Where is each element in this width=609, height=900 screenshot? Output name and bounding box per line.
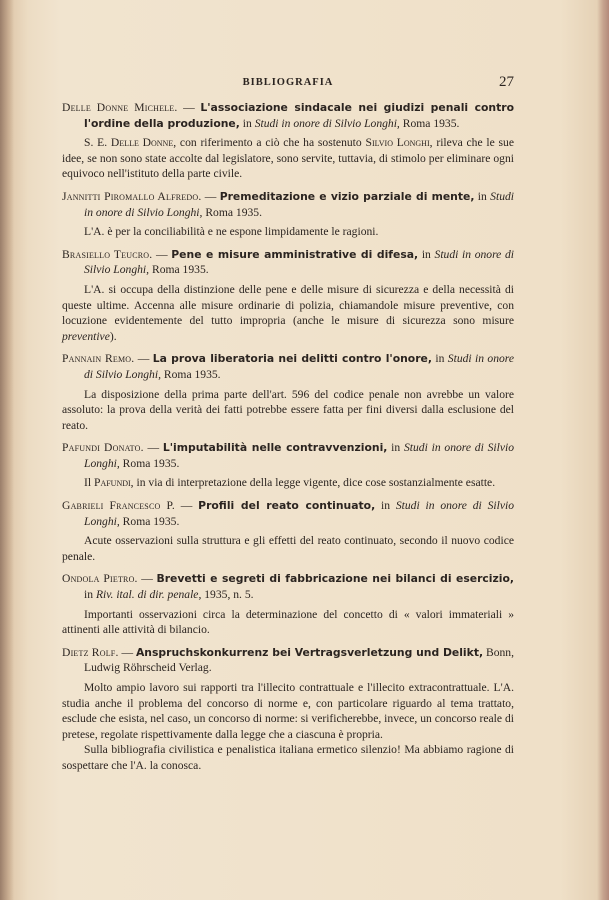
review-text: L'A. è per la conciliabilità e ne espone limpidamente le ragioni. xyxy=(84,225,379,239)
entry-title: Anspruchskonkurrenz bei Vertragsverletzung und Delikt, xyxy=(135,645,484,659)
bibliography-entry: Ondola Pietro. — Brevetti e segreti di fabbricazione nei bilanci di esercizio, in Riv. ital. di dir. penale, 1935, n. 5. xyxy=(62,572,515,602)
entry-author: Brasiello Teucro. xyxy=(62,247,153,261)
entry-pub-pre: in xyxy=(242,116,252,130)
bibliography-entry: Brasiello Teucro. — Pene e misure amministrative di difesa, in Studi in onore di Silvio Longhi, Roma 1935. xyxy=(62,247,515,277)
entry-author: Jannitti Piromallo Alfredo. xyxy=(62,189,202,203)
review-mid: con riferimento a ciò che ha sostenuto xyxy=(179,136,362,150)
bibliography-entry: Jannitti Piromallo Alfredo. — Premeditazione e vizio parziale di mente, in Studi in onore di Silvio Longhi, Roma 1935. xyxy=(62,189,515,219)
review-name: Pafundi, xyxy=(94,476,134,490)
review-italic: preventive xyxy=(62,329,110,343)
entry-title: La prova liberatoria nei delitti contro l'onore, xyxy=(152,352,432,366)
entry-pub-source: Riv. ital. di dir. penale, xyxy=(95,588,202,602)
entry-pub-pre: in xyxy=(421,247,431,261)
entry-review xyxy=(62,282,514,344)
entry-pub-pre: in xyxy=(391,441,401,455)
review-text: Importanti osservazioni circa la determinazione del concetto di « valori immateriali » attinenti alle attività di bilancio. xyxy=(62,607,514,637)
entry-pub-pre: in xyxy=(435,352,445,366)
review-text: Acute osservazioni sulla struttura e gli effetti del reato continuato, secondo il nuovo codice penale. xyxy=(62,534,514,563)
entry-title: L'imputabilità nelle contravvenzioni, xyxy=(162,441,388,455)
review-name-2: Silvio Longhi, xyxy=(365,136,433,150)
entry-author: Gabrieli Francesco P. xyxy=(62,499,175,513)
review-pre: Il xyxy=(84,476,92,490)
entry-pub-pre: in xyxy=(477,189,487,203)
bibliography-content xyxy=(62,100,514,774)
bibliography-entry: Pannain Remo. — La prova liberatoria nei delitti contro l'onore, in Studi in onore di Silvio Longhi, Roma 1935. xyxy=(62,352,515,381)
page-left-edge xyxy=(0,0,14,900)
entry-review xyxy=(62,387,514,434)
entry-pub-post: Roma 1935. xyxy=(402,116,460,130)
running-head: BIBLIOGRAFIA xyxy=(242,77,334,88)
entry-pub-post: Roma 1935. xyxy=(122,514,180,528)
entry-pub-source: Studi in onore di Silvio Longhi, xyxy=(84,247,515,277)
entry-review xyxy=(62,135,514,182)
review-text: in via di interpretazione della legge vigente, dice cose sostanzialmente esatte. xyxy=(136,476,496,490)
review-text: Molto ampio lavoro sui rapporti tra l'illecito contrattuale e l'illecito extracontrattuale. L'A. studia anche il problema del concorso di norme e, con particolare riguardo al tema trattato, esclude che esista, nel caso, un concorso di norme: si verificherebbe, invece, un concorso reale di pretese, regolate rispettivamente dalla legge che a ciascuna è propria. xyxy=(62,681,514,741)
entry-author: Delle Donne Michele. xyxy=(62,101,178,114)
entry-title: Pene e misure amministrative di difesa, xyxy=(171,247,419,261)
entry-pub-source: Studi in onore di Silvio Longhi, xyxy=(254,116,400,130)
review-pre: S. E. xyxy=(84,136,108,150)
entry-title: Premeditazione e vizio parziale di mente, xyxy=(219,189,475,203)
entry-pub-post: Roma 1935. xyxy=(151,263,209,277)
entry-pub-pre: in xyxy=(84,588,94,602)
entry-author: Dietz Rolf. xyxy=(62,645,119,659)
bibliography-entry: Dietz Rolf. — Anspruchskonkurrenz bei Vertragsverletzung und Delikt, Bonn, Ludwig Röhrscheid Verlag. xyxy=(62,645,515,675)
review-text: rileva che le sue idee, se non sono state accolte dal legislatore, sono servite, tuttavia, di stimolo per eliminare ogni equivoco nell'istituto della parte civile. xyxy=(62,136,514,181)
entry-review xyxy=(62,607,514,638)
entry-review-continuation xyxy=(62,742,514,773)
entry-review xyxy=(62,475,514,491)
review-text: L'A. si occupa della distinzione delle pene e delle misure di sicurezza e della necessità di queste ultime. Accenna alle misure ordinarie di polizia, chiamandole misure preventive, con locuzione evidentemente del tutto impropria (anche le misure di sicurezza sono misure xyxy=(62,282,514,328)
entry-pub-pre: in xyxy=(381,499,391,513)
bibliography-entry: Pafundi Donato. — L'imputabilità nelle contravvenzioni, in Studi in onore di Silvio Longhi, Roma 1935. xyxy=(62,441,514,470)
review-text: La disposizione della prima parte dell'art. 596 del codice penale non avrebbe un valore assoluto: la prova della verità dei fatti potrebbe essere fatta per fini diversi dalla esclusione del reato. xyxy=(62,387,514,432)
bibliography-entry: Gabrieli Francesco P. — Profili del reato continuato, in Studi in onore di Silvio Longhi, Roma 1935. xyxy=(62,499,514,528)
page-header xyxy=(62,74,514,94)
entry-author: Pannain Remo. xyxy=(62,352,135,366)
entry-author: Pafundi Donato. xyxy=(62,441,144,455)
entry-pub-post: Roma 1935. xyxy=(122,456,180,470)
entry-review xyxy=(62,224,514,240)
entry-review xyxy=(62,680,514,742)
bibliography-entry: Delle Donne Michele. — L'associazione sindacale nei giudizi penali contro l'ordine della produzione, in Studi in onore di Silvio Longhi, Roma 1935. xyxy=(62,101,515,130)
entry-pub-source: Studi in onore di Silvio Longhi, xyxy=(84,499,514,528)
entry-pub-source: Studi in onore di Silvio Longhi, xyxy=(84,189,515,219)
entry-title: Brevetti e segreti di fabbricazione nei bilanci di esercizio, xyxy=(156,572,515,586)
review-text-2: Sulla bibliografia civilistica e penalistica italiana ermetico silenzio! Ma abbiamo ragione di sospettare che l'A. la conosca. xyxy=(62,743,514,772)
entry-pub-post: 1935, n. 5. xyxy=(204,588,254,602)
entry-pub-post: Roma 1935. xyxy=(205,205,262,219)
review-end: ). xyxy=(109,329,117,343)
page-number: 27 xyxy=(499,74,514,90)
entry-title: Profili del reato continuato, xyxy=(198,499,376,513)
entry-pub-source: Studi in onore di Silvio Longhi, xyxy=(84,441,514,470)
entry-pub-source: Studi in onore di Silvio Longhi, xyxy=(84,352,515,381)
entry-author: Ondola Pietro. xyxy=(62,572,138,586)
entry-title: L'associazione sindacale nei giudizi penali contro l'ordine della produzione, xyxy=(84,101,515,130)
entry-review xyxy=(62,533,514,564)
entry-pub-post: Bonn, Ludwig Röhrscheid Verlag. xyxy=(84,645,515,675)
review-name: Delle Donne, xyxy=(110,136,177,150)
page-right-edge xyxy=(597,0,609,900)
entry-pub-post: Roma 1935. xyxy=(163,367,221,381)
